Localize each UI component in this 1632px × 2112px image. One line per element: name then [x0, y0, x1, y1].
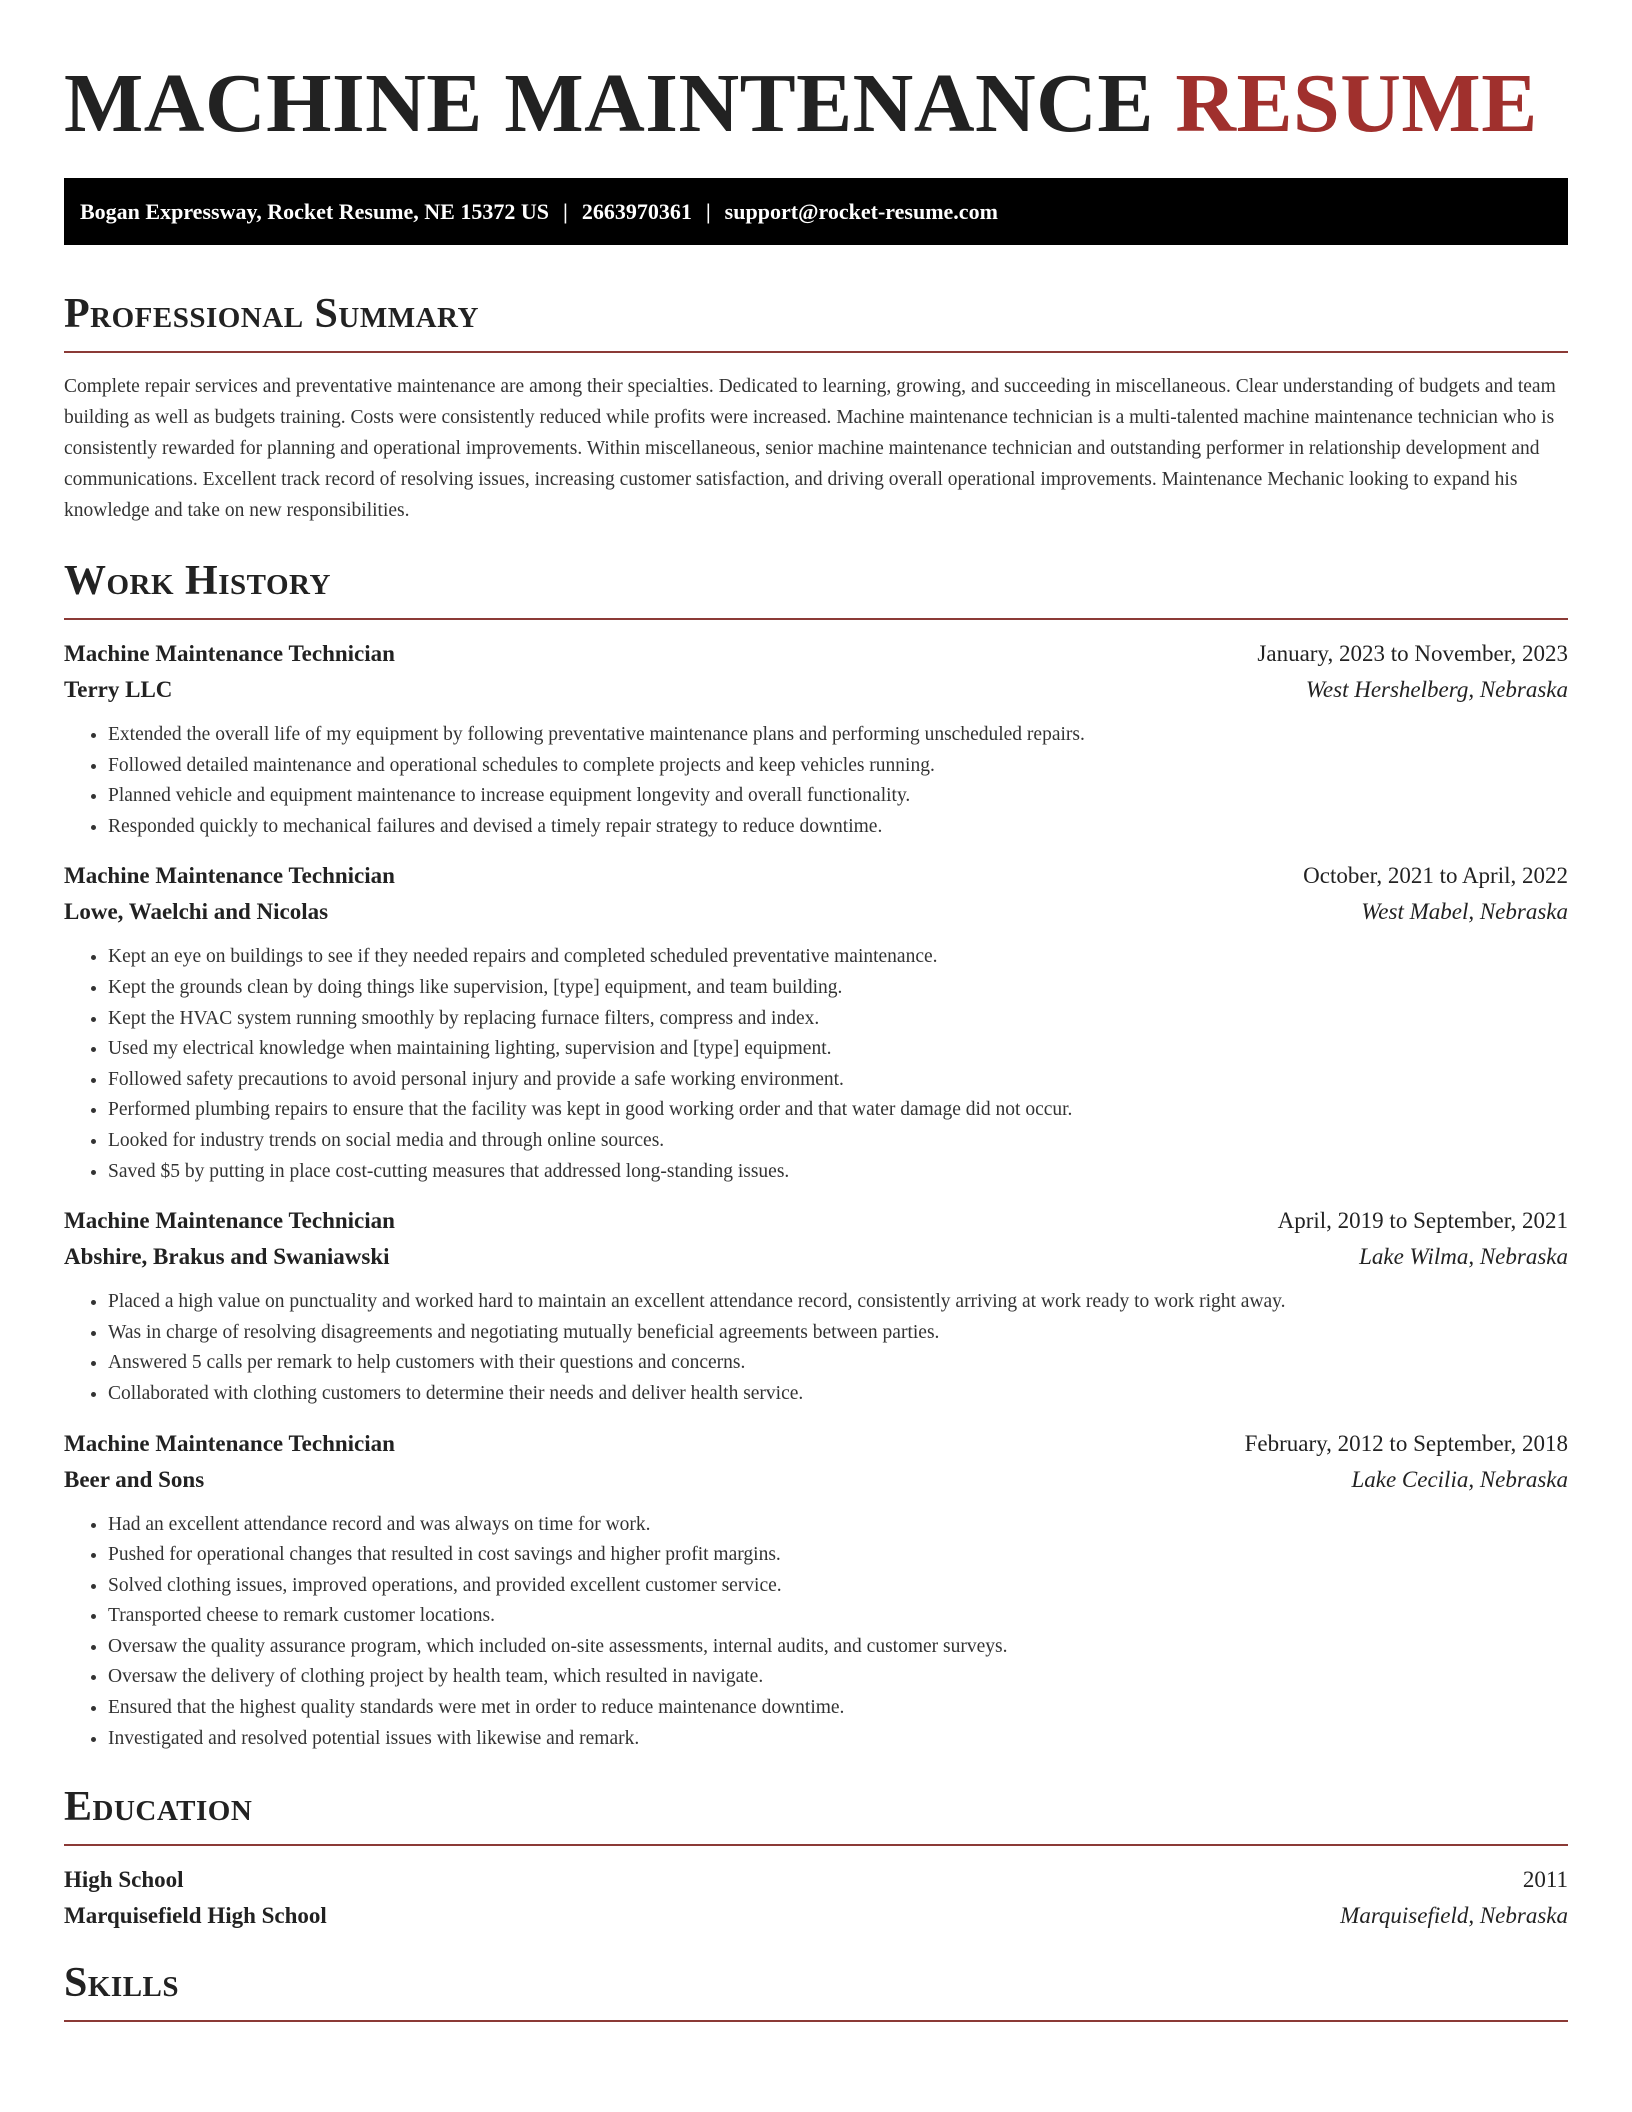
education-entry — [64, 1862, 1568, 1934]
job-entry — [64, 1203, 1568, 1409]
job-bullet: • Had an excellent attendance record and was always on time for work. — [108, 1510, 1568, 1541]
job-bullet: • Followed safety precautions to avoid personal injury and provide a safe working environment. — [108, 1065, 1568, 1096]
job-bullet: • Oversaw the delivery of clothing project by health team, which resulted in navigate. — [108, 1662, 1568, 1693]
job-dates: January, 2023 to November, 2023 — [1257, 641, 1568, 666]
job-bullet: • Planned vehicle and equipment maintenance to increase equipment longevity and overall functionality. — [108, 781, 1568, 812]
contact-address: Bogan Expressway, Rocket Resume, NE 15372 US — [80, 199, 549, 224]
job-title: Machine Maintenance Technician — [64, 641, 395, 666]
job-bullet: • Placed a high value on punctuality and worked hard to maintain an excellent attendance record, consistently arriving at work ready to work right away. — [108, 1287, 1568, 1318]
education-school: Marquisefield High School — [64, 1903, 327, 1929]
job-bullet: • Extended the overall life of my equipment by following preventative maintenance plans and performing unscheduled repairs. — [108, 720, 1568, 751]
section-title-summary: Professional Summary — [64, 291, 479, 337]
job-entry — [64, 858, 1568, 1187]
job-bullet: • Ensured that the highest quality standards were met in order to reduce maintenance downtime. — [108, 1693, 1568, 1724]
section-title-work: Work History — [64, 558, 331, 604]
job-bullets — [64, 720, 1568, 842]
job-bullet: • Was in charge of resolving disagreements and negotiating mutually beneficial agreements between parties. — [108, 1318, 1568, 1349]
job-location: Lake Wilma, Nebraska — [1359, 1244, 1568, 1270]
job-bullet: • Used my electrical knowledge when maintaining lighting, supervision and [type] equipment. — [108, 1034, 1568, 1065]
education-section — [64, 1780, 1568, 1934]
job-company: Abshire, Brakus and Swaniawski — [64, 1244, 390, 1270]
summary-text: Complete repair services and preventative maintenance are among their specialties. Dedicated to learning, growing, and succeeding in miscellaneous. Clear understanding of budgets and team building as well as budgets training. Costs were consistently reduced while profits were increased. Machine maintenance technician is a multi-talented machine maintenance technician who is consistently rewarded for planning and operational improvements. Within miscellaneous, senior machine maintenance technician and outstanding performer in relationship development and communications. Excellent track record of resolving issues, increasing customer satisfaction, and driving overall operational improvements. Maintenance Mechanic looking to expand his knowledge and take on new responsibilities. — [64, 376, 1556, 521]
education-year: 2011 — [1522, 1867, 1568, 1893]
job-bullet: • Kept the HVAC system running smoothly by replacing furnace filters, compress and index. — [108, 1004, 1568, 1035]
skills-section — [64, 1956, 1568, 2022]
job-dates: April, 2019 to September, 2021 — [1277, 1208, 1568, 1234]
education-degree: High School — [64, 1867, 184, 1893]
section-divider — [64, 618, 1568, 620]
job-bullet: • Responded quickly to mechanical failures and devised a timely repair strategy to reduce downtime. — [108, 812, 1568, 843]
job-dates: February, 2012 to September, 2018 — [1244, 1430, 1568, 1456]
job-company: Terry LLC — [64, 677, 173, 702]
work-history-section — [64, 554, 1568, 1754]
job-company: Lowe, Waelchi and Nicolas — [64, 899, 329, 925]
job-bullet: • Transported cheese to remark customer locations. — [108, 1601, 1568, 1632]
job-location: West Mabel, Nebraska — [1361, 899, 1568, 925]
job-entry — [64, 1426, 1568, 1755]
job-bullet: • Kept an eye on buildings to see if they needed repairs and completed scheduled preventative maintenance. — [108, 942, 1568, 973]
job-bullet: • Saved $5 by putting in place cost-cutting measures that addressed long-standing issues. — [108, 1157, 1568, 1188]
title-accent: RESUME — [1175, 57, 1538, 150]
job-bullets — [64, 1287, 1568, 1409]
title-main: MACHINE MAINTENANCE — [64, 57, 1154, 150]
job-title: Machine Maintenance Technician — [64, 863, 395, 889]
contact-email[interactable]: support@rocket-resume.com — [724, 199, 998, 224]
section-title-education: Education — [64, 1784, 253, 1831]
job-company: Beer and Sons — [64, 1466, 205, 1492]
job-bullet: • Answered 5 calls per remark to help customers with their questions and concerns. — [108, 1348, 1568, 1379]
contact-bar — [64, 178, 1568, 245]
section-divider — [64, 351, 1568, 353]
job-entry — [64, 636, 1568, 842]
contact-separator: | — [705, 199, 711, 224]
section-divider — [64, 2020, 1568, 2022]
job-bullet: • Investigated and resolved potential issues with likewise and remark. — [108, 1724, 1568, 1755]
job-bullets — [64, 1510, 1568, 1755]
section-title-skills: Skills — [64, 1960, 180, 2007]
job-title: Machine Maintenance Technician — [64, 1208, 395, 1234]
job-location: Lake Cecilia, Nebraska — [1351, 1466, 1568, 1492]
contact-separator: | — [562, 199, 568, 224]
job-bullets — [64, 942, 1568, 1187]
job-bullet: • Performed plumbing repairs to ensure that the facility was kept in good working order and that water damage did not occur. — [108, 1095, 1568, 1126]
education-location: Marquisefield, Nebraska — [1340, 1903, 1568, 1929]
job-bullet: • Collaborated with clothing customers to determine their needs and deliver health service. — [108, 1379, 1568, 1410]
job-dates: October, 2021 to April, 2022 — [1303, 863, 1568, 889]
job-title: Machine Maintenance Technician — [64, 1430, 395, 1456]
professional-summary-section — [64, 287, 1568, 526]
job-bullet: • Followed detailed maintenance and operational schedules to complete projects and keep vehicles running. — [108, 751, 1568, 782]
job-bullet: • Looked for industry trends on social media and through online sources. — [108, 1126, 1568, 1157]
contact-phone: 2663970361 — [581, 199, 692, 224]
job-location: West Hershelberg, Nebraska — [1305, 677, 1568, 702]
job-bullet: • Pushed for operational changes that resulted in cost savings and higher profit margins. — [108, 1540, 1568, 1571]
job-bullet: • Solved clothing issues, improved operations, and provided excellent customer service. — [108, 1571, 1568, 1602]
section-divider — [64, 1844, 1568, 1846]
resume-title — [64, 0, 1568, 152]
job-bullet: • Kept the grounds clean by doing things like supervision, [type] equipment, and team building. — [108, 973, 1568, 1004]
job-bullet: • Oversaw the quality assurance program, which included on-site assessments, internal audits, and customer surveys. — [108, 1632, 1568, 1663]
